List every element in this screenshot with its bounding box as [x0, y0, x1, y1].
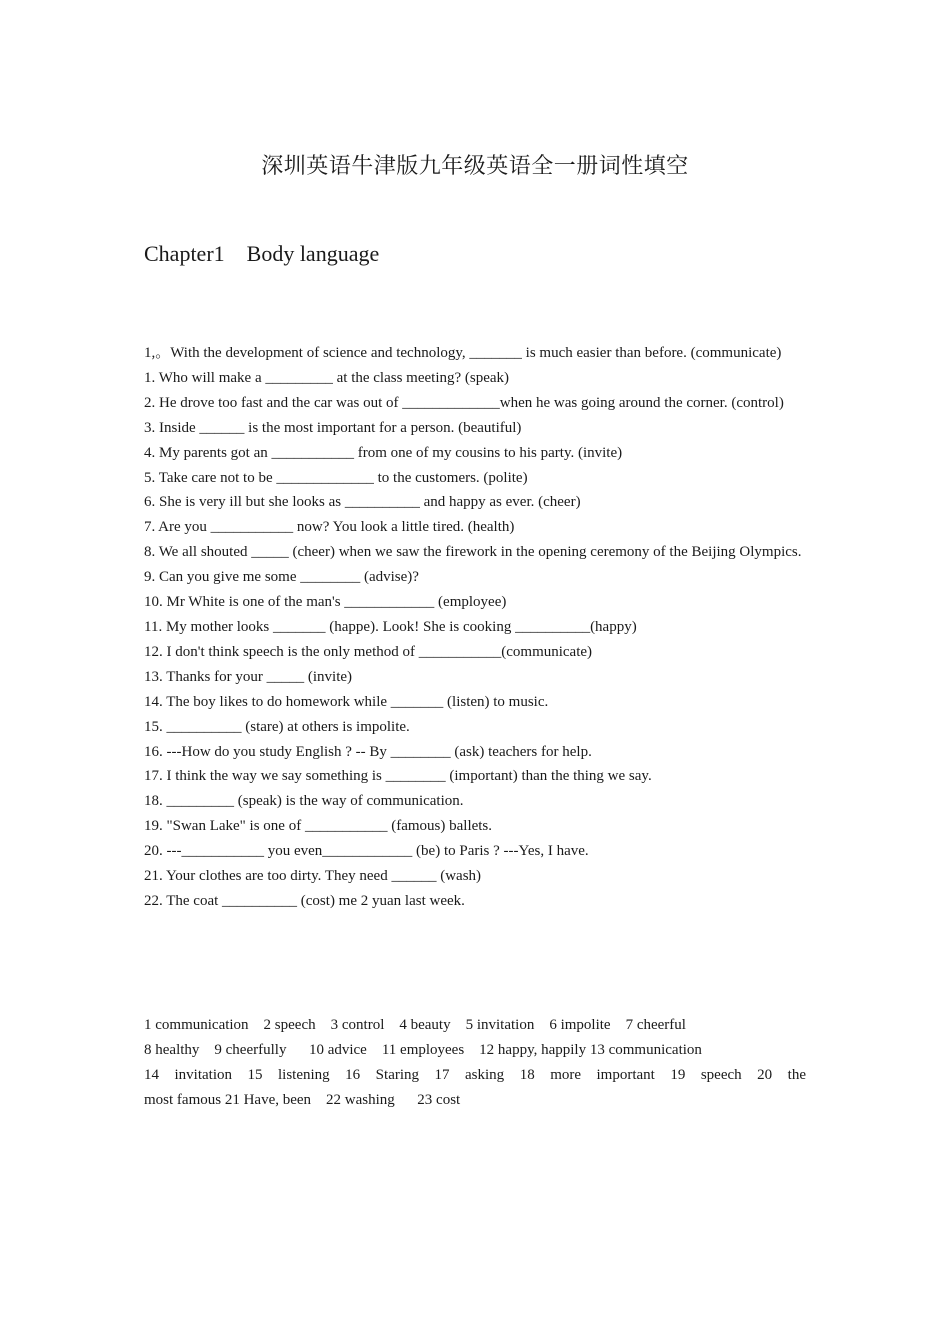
question-item: 21. Your clothes are too dirty. They need ______ (wash) [144, 868, 482, 885]
question-item: 22. The coat __________ (cost) me 2 yuan last week. [144, 892, 465, 909]
answer-key [144, 1013, 806, 1113]
answer-line: 1 communication 2 speech 3 control 4 beauty 5 invitation 6 impolite 7 cheerful [144, 1017, 686, 1033]
answer-line: 14 invitation 15 listening 16 Staring 17 asking 18 more important 19 speech 20 the [144, 1066, 806, 1083]
question-item: 1,。With the development of science and technology, _______ is much easier than before. (communicate) [144, 345, 782, 361]
question-item: 13. Thanks for your _____ (invite) [144, 668, 353, 685]
question-item: 1. Who will make a _________ at the class meeting? (speak) [144, 369, 510, 386]
answer-line: 8 healthy 9 cheerfully 10 advice 11 employees 12 happy, happily 13 communication [144, 1041, 702, 1058]
question-item: 19. "Swan Lake" is one of ___________ (famous) ballets. [144, 818, 493, 835]
question-item: 20. ---___________ you even____________ (be) to Paris ? ---Yes, I have. [144, 843, 589, 860]
question-item: 8. We all shouted _____ (cheer) when we saw the firework in the opening ceremony of the Beijing Olympics. [144, 544, 802, 561]
question-item: 14. The boy likes to do homework while _______ (listen) to music. [144, 693, 549, 710]
question-item: 7. Are you ___________ now? You look a little tired. (health) [144, 519, 515, 536]
question-item: 9. Can you give me some ________ (advise)? [144, 569, 419, 586]
question-item: 11. My mother looks _______ (happe). Look! She is cooking __________(happy) [144, 618, 637, 635]
question-item: 2. He drove too fast and the car was out of _____________when he was going around the corner. (control) [144, 394, 784, 411]
question-list [144, 341, 806, 914]
question-item: 17. I think the way we say something is ________ (important) than the thing we say. [144, 768, 652, 785]
question-item: 15. __________ (stare) at others is impolite. [144, 718, 410, 735]
document-title: 深圳英语牛津版九年级英语全一册词性填空 [261, 153, 689, 178]
question-item: 10. Mr White is one of the man's ____________ (employee) [144, 594, 507, 611]
question-item: 5. Take care not to be _____________ to the customers. (polite) [144, 469, 528, 486]
question-item: 12. I don't think speech is the only method of ___________(communicate) [144, 643, 593, 660]
question-item: 18. _________ (speak) is the way of communication. [144, 793, 464, 810]
chapter-heading: Chapter1 Body language [144, 241, 380, 266]
question-item: 4. My parents got an ___________ from one of my cousins to his party. (invite) [144, 444, 623, 461]
question-item: 6. She is very ill but she looks as __________ and happy as ever. (cheer) [144, 494, 581, 511]
question-item: 3. Inside ______ is the most important for a person. (beautiful) [144, 419, 522, 436]
answer-line: most famous 21 Have, been 22 washing 23 cost [144, 1091, 461, 1108]
question-item: 16. ---How do you study English ? -- By ________ (ask) teachers for help. [144, 743, 592, 760]
